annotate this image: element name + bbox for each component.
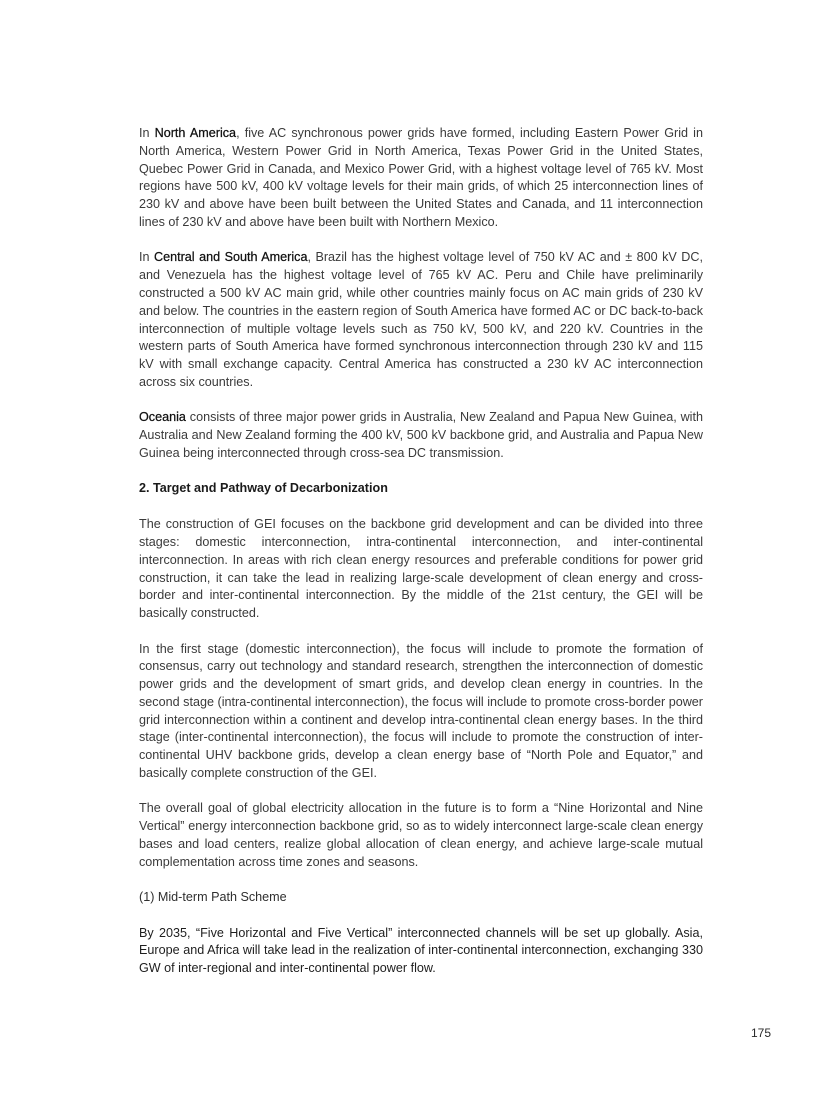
paragraph-gei-construction: The construction of GEI focuses on the backbone grid development and can be divided into three stages: domestic interconnection, intra-continental interconnection, and inter-continental interconnection. In areas with rich clean energy resources and preferable conditions for power grid construction, it can take the lead in realizing large-scale development of clean energy and cross-border and inter-continental interconnection. By the middle of the 21st century, the GEI will be basically constructed. <box>139 517 703 621</box>
document-body <box>139 125 703 996</box>
paragraph-mid-term: By 2035, “Five Horizontal and Five Vertical” interconnected channels will be set up globally. Asia, Europe and Africa will take lead in the realization of inter-continental interconnection, exchanging 330 GW of inter-regional and inter-continental power flow. <box>139 925 703 976</box>
paragraph-central-south-america: In Central and South America, Brazil has the highest voltage level of 750 kV AC and ± 800 kV DC, and Venezuela has the highest voltage level of 765 kV AC. Peru and Chile have preliminarily constructed a 500 kV AC main grid, while other countries mainly focus on AC main grids of 230 kV and below. The countries in the eastern region of South America have formed AC or DC back-to-back interconnection of multiple voltage levels such as 750 kV, 500 kV, and 220 kV. Countries in the western parts of South America have formed synchronous interconnection through 230 kV and 115 kV with small exchange capacity. Central America has constructed a 230 kV AC interconnection across six countries. <box>139 250 703 389</box>
region-name-central-south-america: Central and South America <box>154 250 308 265</box>
region-name-north-america: North America <box>154 126 237 140</box>
paragraph-stages: In the first stage (domestic interconnection), the focus will include to promote the formation of consensus, carry out technology and standard research, strengthen the interconnection of domestic power grids and the development of smart grids, and develop clean energy in countries. In the second stage (intra-continental interconnection), the focus will include to promote cross-border power grid interconnection within a continent and develop intra-continental clean energy bases. In the third stage (inter-continental interconnection), the focus will include to promote the construction of inter-continental UHV backbone grids, develop a clean energy base of “North Pole and Equator,” and basically complete construction of the GEI. <box>139 641 703 781</box>
paragraph-overall-goal: The overall goal of global electricity allocation in the future is to form a “Nine Horizontal and Nine Vertical” energy interconnection backbone grid, so as to widely interconnect large-scale clean energy bases and load centers, realize global allocation of clean energy, and achieve large-scale mutual complementation across time zones and seasons. <box>139 801 703 869</box>
page-number: 175 <box>751 1026 772 1040</box>
paragraph-north-america: In North America, five AC synchronous power grids have formed, including Eastern Power Grid in North America, Western Power Grid in North America, Texas Power Grid in the United States, Quebec Power Grid in Canada, and Mexico Power Grid, with a highest voltage level of 765 kV. Most regions have 500 kV, 400 kV voltage levels for their main grids, of which 25 interconnection lines of 230 kV and above have been built between the United States and Canada, and 11 interconnection lines of 230 kV and above have been built with Northern Mexico. <box>139 126 703 229</box>
section-heading: 2. Target and Pathway of Decarbonization <box>139 481 388 496</box>
region-name-oceania: Oceania <box>139 410 186 425</box>
subheading-mid-term: (1) Mid-term Path Scheme <box>139 890 287 905</box>
paragraph-oceania: Oceania consists of three major power grids in Australia, New Zealand and Papua New Guinea, with Australia and New Zealand forming the 400 kV, 500 kV backbone grid, and Australia and Papua New Guinea being interconnected through cross-sea DC transmission. <box>139 410 703 460</box>
